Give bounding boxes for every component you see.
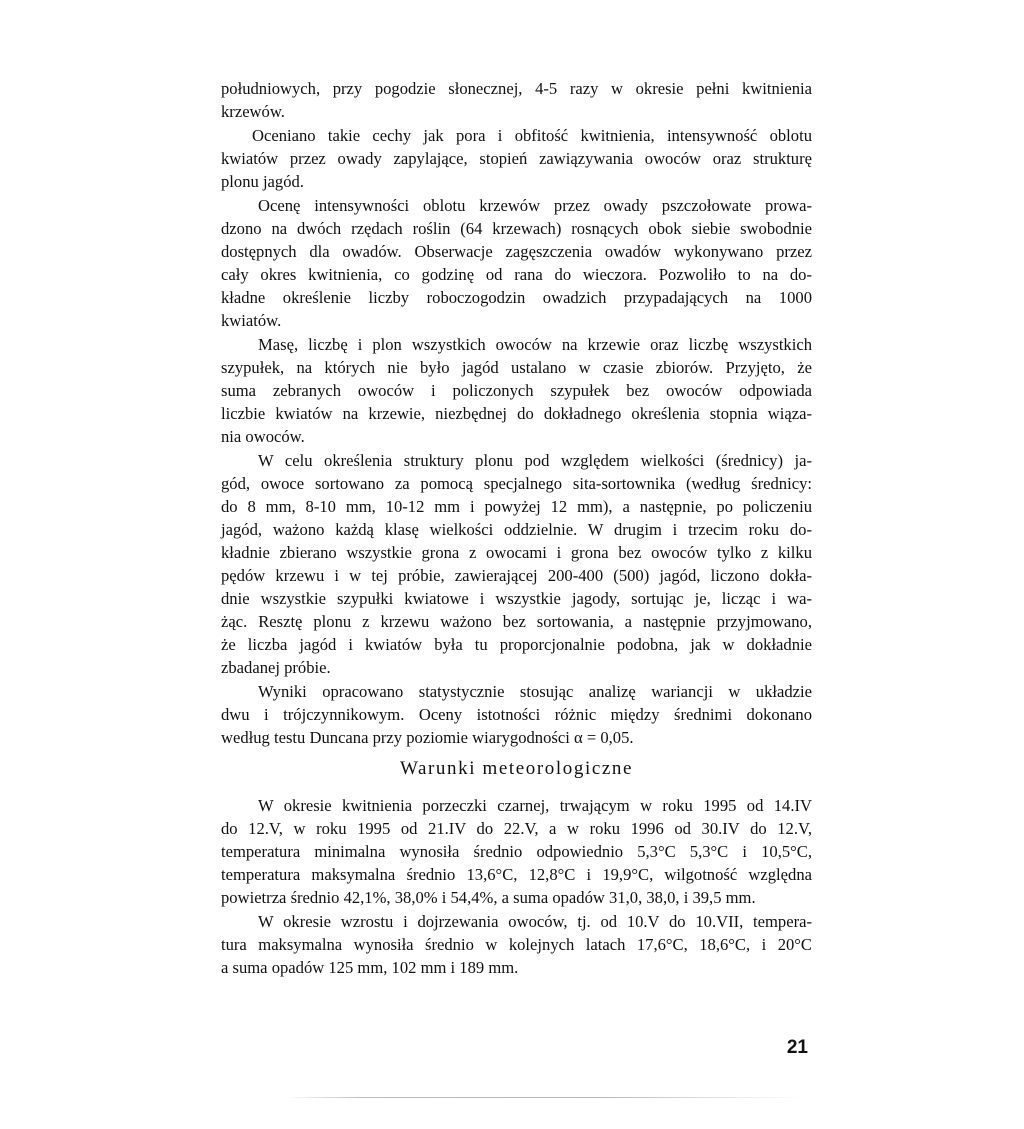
text-line: cały okres kwitnienia, co godzinę od rana do wieczora. Pozwoliło to na do-: [221, 265, 812, 284]
paragraph-first-line: Oceniano takie cechy jak pora i obfitość kwitnienia, intensywność oblotu: [252, 126, 812, 145]
text-line: dwu i trójczynnikowym. Oceny istotności różnic między średnimi dokonano: [221, 705, 812, 724]
text-line: południowych, przy pogodzie słonecznej, 4-5 razy w okresie pełni kwitnienia: [221, 79, 812, 98]
text-line: krzewów.: [221, 102, 285, 121]
text-line: że liczba jagód i kwiatów była tu proporcjonalnie podobna, jak w dokładnie: [221, 635, 812, 654]
paragraph-first-line: Ocenę intensywności oblotu krzewów przez owady pszczołowate prowa-: [258, 196, 812, 215]
page-number: 21: [786, 1037, 808, 1058]
text-line: plonu jagód.: [221, 172, 304, 191]
text-line: dostępnych dla owadów. Obserwacje zagęszczenia owadów wykonywano przez: [221, 242, 812, 261]
text-line: pędów krzewu i w tej próbie, zawierającej 200-400 (500) jagód, liczono dokła-: [221, 566, 812, 585]
text-line: powietrza średnio 42,1%, 38,0% i 54,4%, a suma opadów 31,0, 38,0, i 39,5 mm.: [221, 888, 756, 907]
paragraph-first-line: Masę, liczbę i plon wszystkich owoców na krzewie oraz liczbę wszystkich: [258, 335, 812, 354]
text-line: według testu Duncana przy poziomie wiarygodności α = 0,05.: [221, 728, 634, 747]
text-line: dnie wszystkie szypułki kwiatowe i wszystkie jagody, sortując je, licząc i wa-: [221, 589, 812, 608]
paragraph-first-line: Wyniki opracowano statystycznie stosując analizę wariancji w układzie: [258, 682, 812, 701]
section-heading: Warunki meteorologiczne: [399, 758, 634, 779]
text-line: kładne określenie liczby roboczogodzin owadzich przypadających na 1000: [221, 288, 812, 307]
text-line: szypułek, na których nie było jagód ustalano w czasie zbiorów. Przyjęto, że: [221, 358, 812, 377]
text-line: a suma opadów 125 mm, 102 mm i 189 mm.: [221, 958, 519, 977]
text-line: liczbie kwiatów na krzewie, niezbędnej do dokładnego określenia stopnia wiąza-: [221, 404, 812, 423]
text-line: gód, owoce sortowano za pomocą specjalnego sita-sortownika (według średnicy:: [221, 474, 812, 493]
text-line: suma zebranych owoców i policzonych szypułek bez owoców odpowiada: [221, 381, 812, 400]
text-line: zbadanej próbie.: [221, 658, 331, 677]
text-line: kwiatów przez owady zapylające, stopień zawiązywania owoców oraz strukturę: [221, 149, 812, 168]
paragraph-first-line: W celu określenia struktury plonu pod względem wielkości (średnicy) ja-: [258, 451, 812, 470]
text-line: do 8 mm, 8-10 mm, 10-12 mm i powyżej 12 mm), a następnie, po policzeniu: [221, 497, 812, 516]
text-line: temperatura maksymalna średnio 13,6°C, 12,8°C i 19,9°C, wilgotność względna: [221, 865, 812, 884]
paragraph-first-line: W okresie kwitnienia porzeczki czarnej, trwającym w roku 1995 od 14.IV: [258, 796, 812, 815]
paragraph-first-line: W okresie wzrostu i dojrzewania owoców, tj. od 10.V do 10.VII, tempera-: [258, 912, 812, 931]
text-line: jagód, ważono każdą klasę wielkości oddzielnie. W drugim i trzecim roku do-: [221, 520, 812, 539]
text-line: kwiatów.: [221, 311, 282, 330]
text-line: nia owoców.: [221, 427, 305, 446]
text-line: kładnie zbierano wszystkie grona z owocami i grona bez owoców tylko z kilku: [221, 543, 812, 562]
scan-artifact-line: [286, 1097, 802, 1098]
text-line: temperatura minimalna wynosiła średnio odpowiednio 5,3°C 5,3°C i 10,5°C,: [221, 842, 812, 861]
text-line: żąc. Resztę plonu z krzewu ważono bez sortowania, a następnie przyjmowano,: [221, 612, 812, 631]
text-line: do 12.V, w roku 1995 od 21.IV do 22.V, a w roku 1996 od 30.IV do 12.V,: [221, 819, 812, 838]
text-line: dzono na dwóch rzędach roślin (64 krzewach) rosnących obok siebie swobodnie: [221, 219, 812, 238]
text-line: tura maksymalna wynosiła średnio w kolejnych latach 17,6°C, 18,6°C, i 20°C: [221, 935, 812, 954]
